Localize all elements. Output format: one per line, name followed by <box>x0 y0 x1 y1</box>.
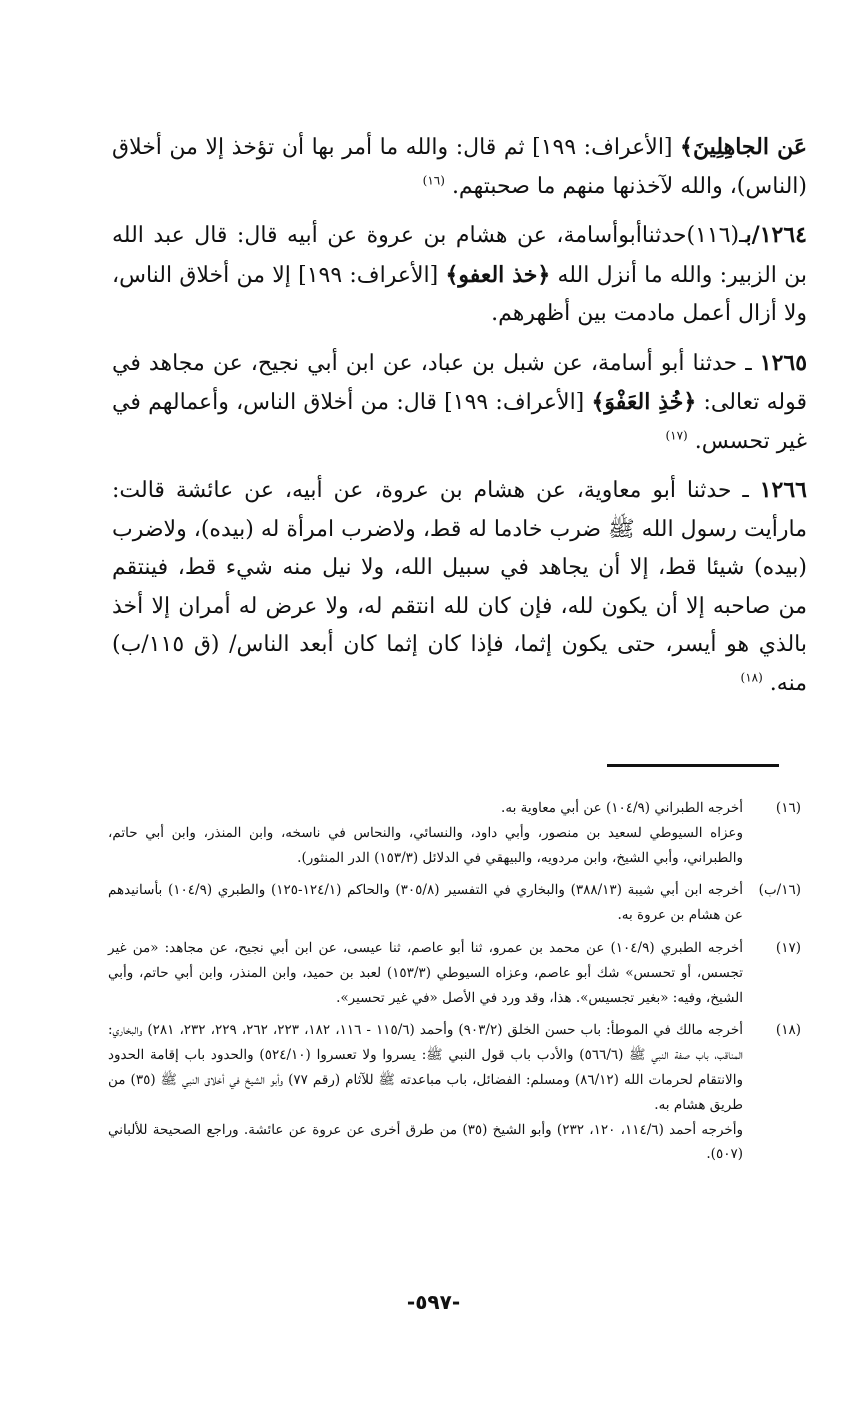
quran-verse: ﴿خُذِ العَفْوَ﴾ <box>591 389 697 415</box>
footnote-text: أخرجه مالك في الموطأ: باب حسن الخلق (٩٠٣/٢) وأحمد (١١٥/٦ - ١١٦، ١٨٢، ٢٢٣، ٢٦٢، ٢٢٩، ٢٣٢، ٢٨١) والبخاري: المناقب، باب صفة النبي ﷺ (٥٦٦/٦) والأدب باب قول النبي ﷺ: يسروا ولا تعسروا (٥٢٤/١٠) والحدود باب إقامة الحدود والانتقام لحرمات الله (٨٦/١٢) ومسلم: الفضائل، باب مباعدته ﷺ للآثام (رقم ٧٧) وأبو الشيخ في أخلاق النبي ﷺ (٣٥) من طريق هشام به. <box>108 1022 744 1113</box>
page-number: -٥٩٧- <box>406 1290 461 1314</box>
footnote-16b <box>108 878 801 928</box>
quran-verse: عَن الجاهِلِينَ﴾ <box>680 134 807 160</box>
footnote-body <box>108 936 743 1010</box>
footnote-text: أخرجه ابن أبي شيبة (٣٨٨/١٣) والبخاري في التفسير (٣٠٥/٨) والحاكم (١٢٤/١-١٢٥) والطبري (١٠٤/٩) بأسانيدهم عن هشام بن عروة به. <box>108 882 744 924</box>
hadith-1265 <box>112 344 807 462</box>
footnote-body <box>108 1018 743 1167</box>
footnote-ref: (١٧) <box>665 428 688 443</box>
footnote-17 <box>108 936 801 1010</box>
hadith-text-continued: [الأعراف: ١٩٩] إلا من أخلاق الناس، ولا أزال أعمل مادمت بين أظهرهم. <box>112 262 807 326</box>
paragraph-text: [الأعراف: ١٩٩] ثم قال: والله ما أمر بها أن تؤخذ إلا من أخلاق (الناس)، والله لآخذنها منهم ما صحبتهم. <box>112 135 807 199</box>
footnote-number: (١٧) <box>775 939 801 956</box>
footnote-16 <box>108 796 801 870</box>
footnote-text: وعزاه السيوطي لسعيد بن منصور، وأبي داود، والنسائي، والنحاس في ناسخه، وابن المنذر، وابن أبي حاتم، والطبراني، وأبي الشيخ، وابن مردويه، والبيهقي في الدلائل (١٥٣/٣) الدر المنثور). <box>108 824 743 866</box>
hadith-number: ١٢٦٤/ب <box>745 222 807 248</box>
footnotes <box>108 796 801 1167</box>
footnote-number: (١٦/ب) <box>758 882 801 899</box>
hadith-number: ١٢٦٦ <box>759 477 807 503</box>
hadith-text: ـ حدثنا أبو معاوية، عن هشام بن عروة، عن أبيه، عن عائشة قالت: مارأيت رسول الله ﷺ ضرب خادما له قط، ولاضرب امرأة له (بيده)، ولاضرب (بيده) شيئا قط، إلا أن يجاهد في سبيل الله، ولا نيل منه شيء قط، فينتقم من صاحبه إلا أن يكون لله، فإن كان لله انتقم له، ولا عرض له أمران إلا أخذ بالذي هو أيسر، حتى يكون إثما، فإذا كان إثما كان أبعد الناس/ (ق ١١٥/ب) منه. <box>112 478 807 696</box>
main-text <box>112 128 807 703</box>
hadith-text: ـ(١١٦)حدثناأبوأسامة، عن هشام بن عروة عن أبيه قال: قال عبد الله بن الزبير: والله ما أنزل الله <box>112 223 807 288</box>
hadith-text-continued: [الأعراف: ١٩٩] قال: من أخلاق الناس، وأعمالهم في غير تحسس. <box>112 390 807 454</box>
footnote-ref: (١٦) <box>422 173 445 188</box>
footnote-text: أخرجه الطبراني (١٠٤/٩) عن أبي معاوية به. <box>501 800 743 816</box>
footnote-number: (١٨) <box>775 1022 801 1039</box>
footnote-body <box>108 878 743 928</box>
hadith-number: ١٢٦٥ <box>759 349 808 376</box>
hadith-1266 <box>112 471 807 703</box>
footnote-body <box>108 796 743 870</box>
hadith-text: ـ حدثنا أبو أسامة، عن شبل بن عباد، عن ابن أبي نجيح، عن مجاهد في قوله تعالى: <box>112 350 807 415</box>
quran-verse: ﴿خذ العفو﴾ <box>445 261 551 288</box>
footnote-text: أخرجه الطبري (١٠٤/٩) عن محمد بن عمرو، ثنا أبو عاصم، ثنا عيسى، عن ابن أبي نجيح، عن مجاهد: «من غير تجسس، أو تحسس» شك أبو عاصم، وعزاه السيوطي (١٥٣/٣) لعبد بن حميد، وابن المنذر، وابن أبي حاتم، وأبي الشيخ، وفيه: «بغير تجسيس». هذا، وقد ورد في الأصل «في غير تحسير». <box>108 939 744 1006</box>
hadith-1264b <box>112 216 807 334</box>
footnote-18 <box>108 1018 801 1167</box>
footnote-number: (١٦) <box>775 800 801 816</box>
footnote-divider <box>607 764 779 767</box>
footnote-text: وأخرجه أحمد (١١٤/٦، ١٢٠، ٢٣٢) وأبو الشيخ (٣٥) من طرق أخرى عن عروة عن عائشة. وراجع الصحيحة للألباني (٥٠٧). <box>108 1121 744 1163</box>
footnote-ref: (١٨) <box>740 670 763 685</box>
paragraph-1 <box>112 128 807 206</box>
